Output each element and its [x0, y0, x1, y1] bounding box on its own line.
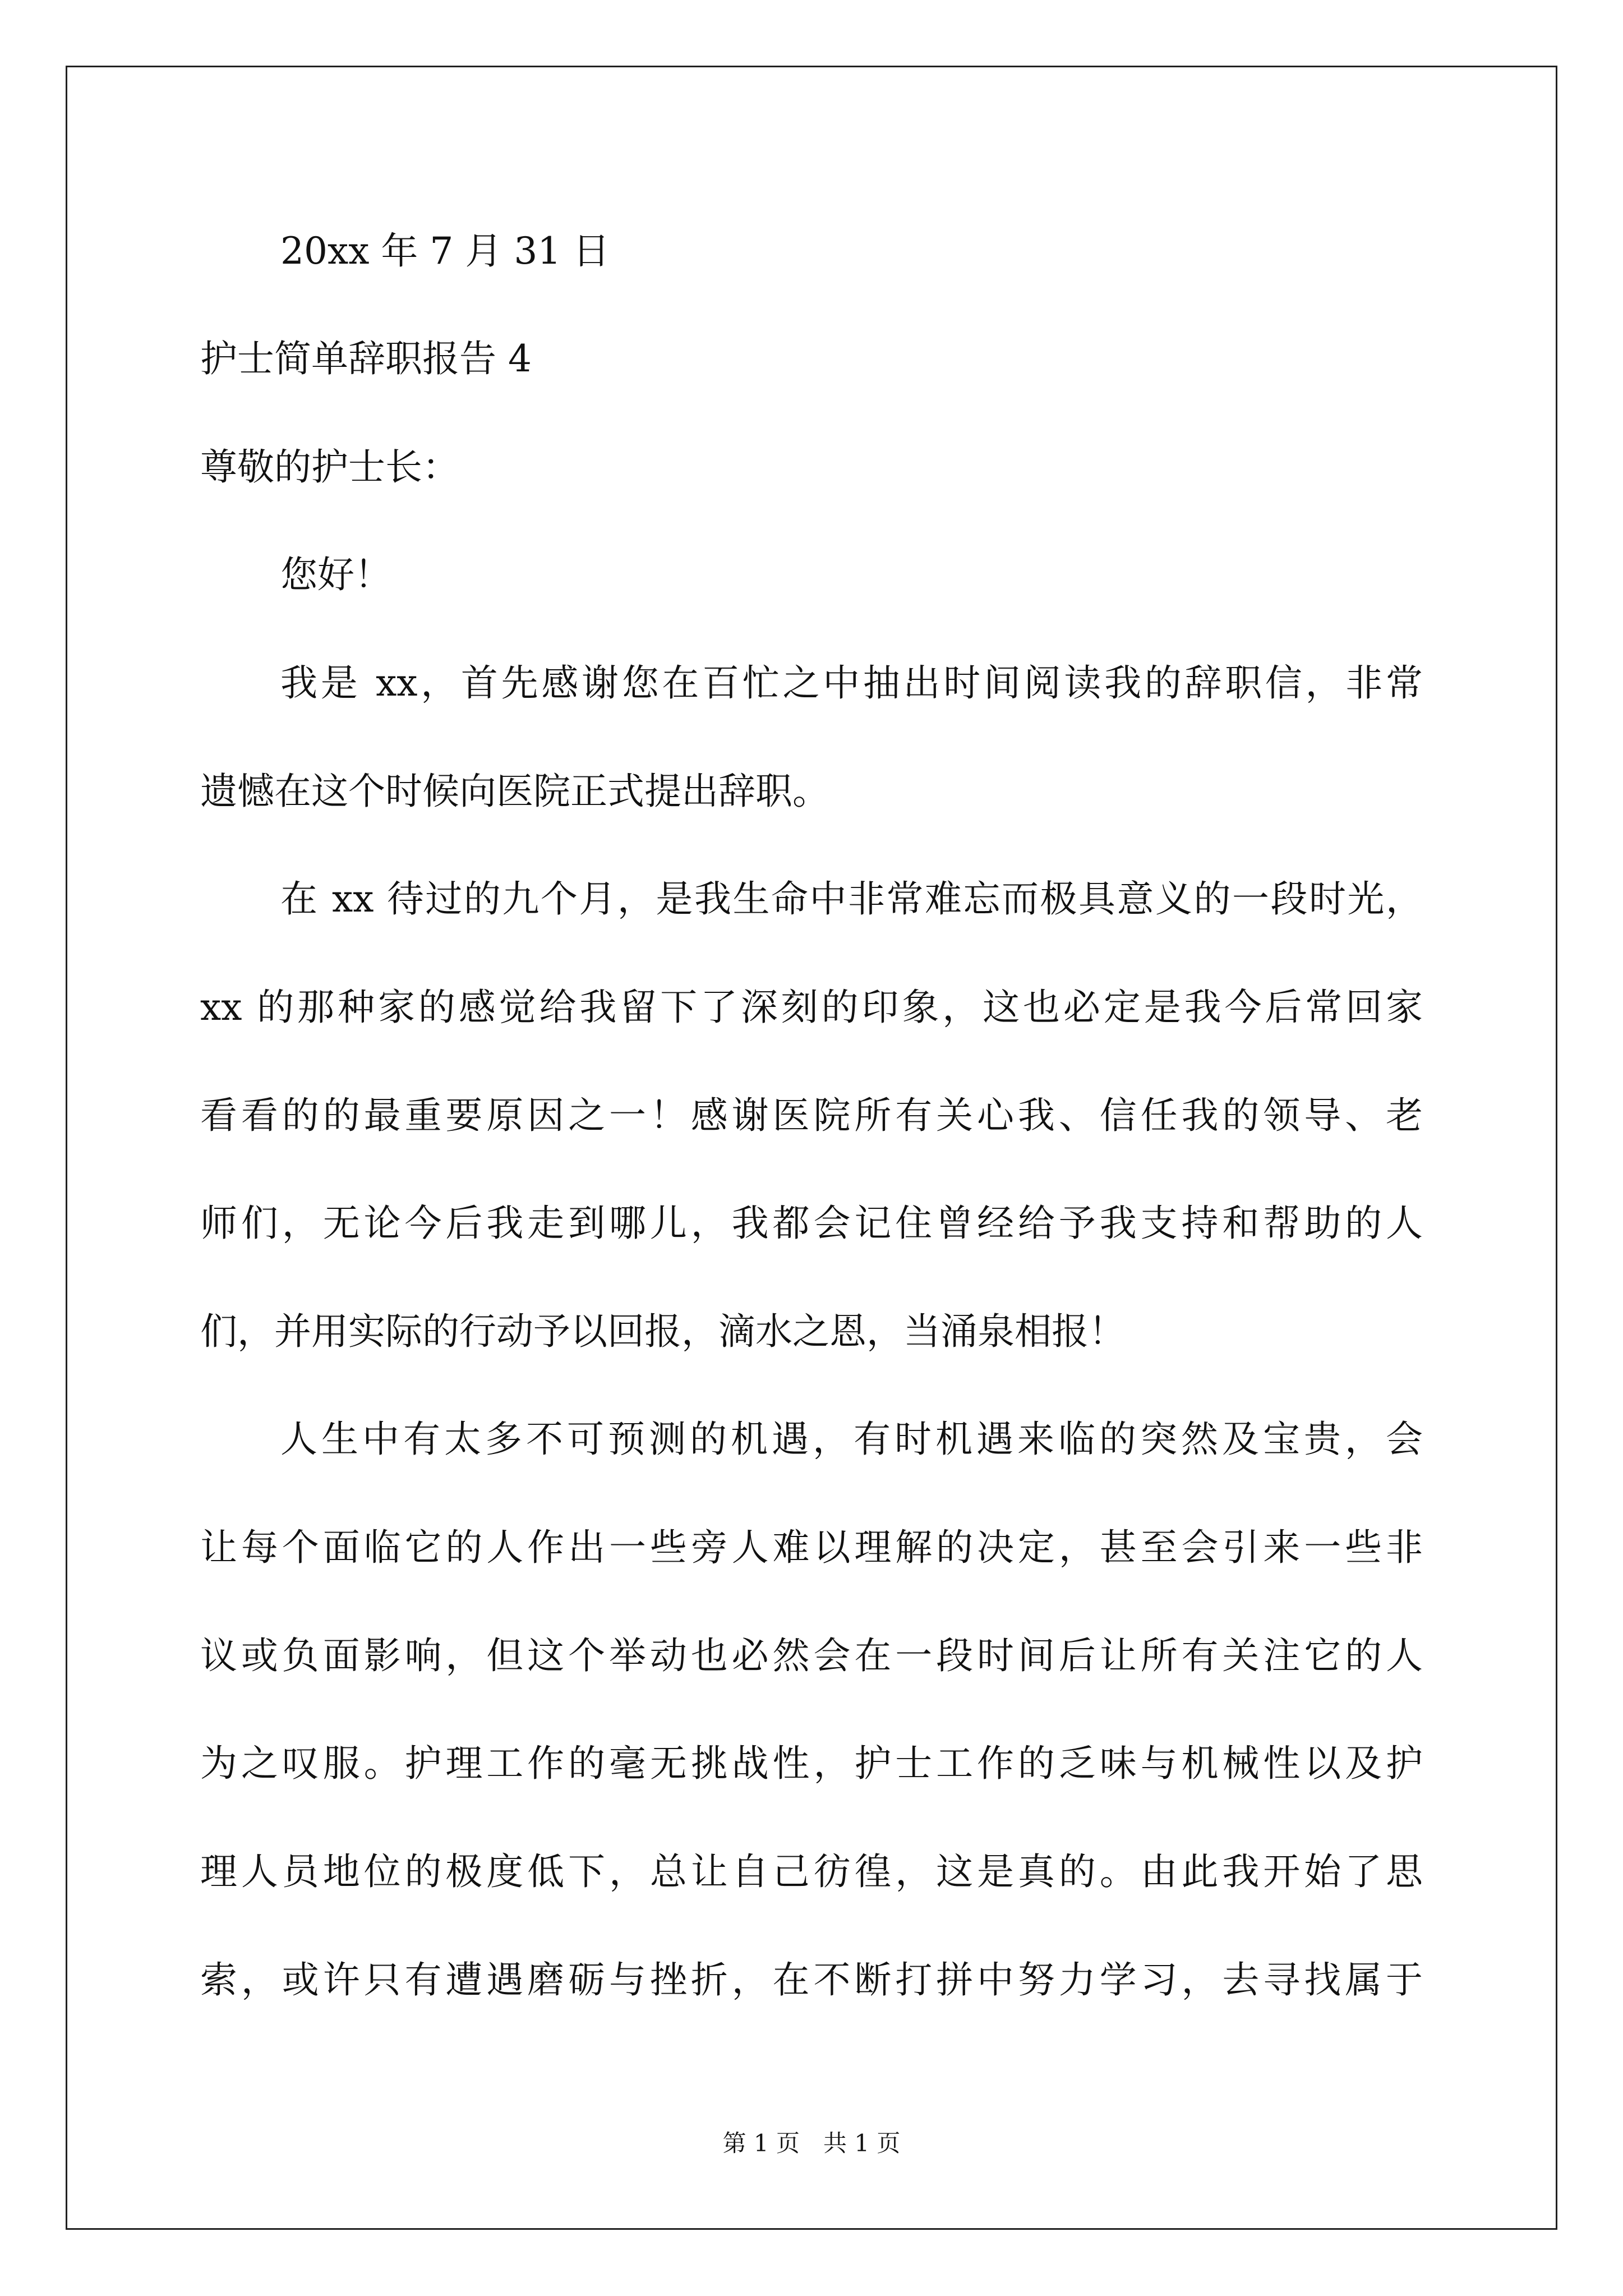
letter-salutation: 尊敬的护士长：: [200, 445, 459, 489]
paragraph-line: 们，并用实际的行动予以回报，滴水之恩，当涌泉相报！: [200, 1310, 1126, 1353]
paragraph-line: 理人员地位的极度低下，总让自己彷徨，这是真的。由此我开始了思: [200, 1850, 1423, 1893]
paragraph-line: 在 xx 待过的九个月，是我生命中非常难忘而极具意义的一段时光，: [280, 877, 1423, 921]
paragraph-line: 让每个面临它的人作出一些旁人难以理解的决定，甚至会引来一些非: [200, 1526, 1423, 1569]
paragraph-line: xx 的那种家的感觉给我留下了深刻的印象，这也必定是我今后常回家: [200, 986, 1423, 1029]
paragraph-line: 遗憾在这个时候向医院正式提出辞职。: [200, 770, 829, 813]
paragraph-line: 索，或许只有遭遇磨砺与挫折，在不断打拼中努力学习，去寻找属于: [200, 1958, 1423, 2001]
letter-greeting: 您好！: [280, 553, 391, 596]
letter-date: 20xx 年 7 月 31 日: [280, 229, 610, 273]
paragraph-line: 我是 xx，首先感谢您在百忙之中抽出时间阅读我的辞职信，非常: [280, 661, 1423, 705]
paragraph-line: 师们，无论今后我走到哪儿，我都会记住曾经给予我支持和帮助的人: [200, 1202, 1423, 1245]
letter-title: 护士简单辞职报告 4: [200, 337, 532, 380]
paragraph-line: 议或负面影响，但这个举动也必然会在一段时间后让所有关注它的人: [200, 1634, 1423, 1677]
paragraph-line: 人生中有太多不可预测的机遇，有时机遇来临的突然及宝贵，会: [280, 1418, 1423, 1461]
page-number: 第 1 页 共 1 页: [722, 2129, 901, 2157]
paragraph-line: 为之叹服。护理工作的毫无挑战性，护士工作的乏味与机械性以及护: [200, 1742, 1423, 1785]
page-border: [66, 66, 1557, 2230]
paragraph-line: 看看的的最重要原因之一！感谢医院所有关心我、信任我的领导、老: [200, 1094, 1423, 1137]
